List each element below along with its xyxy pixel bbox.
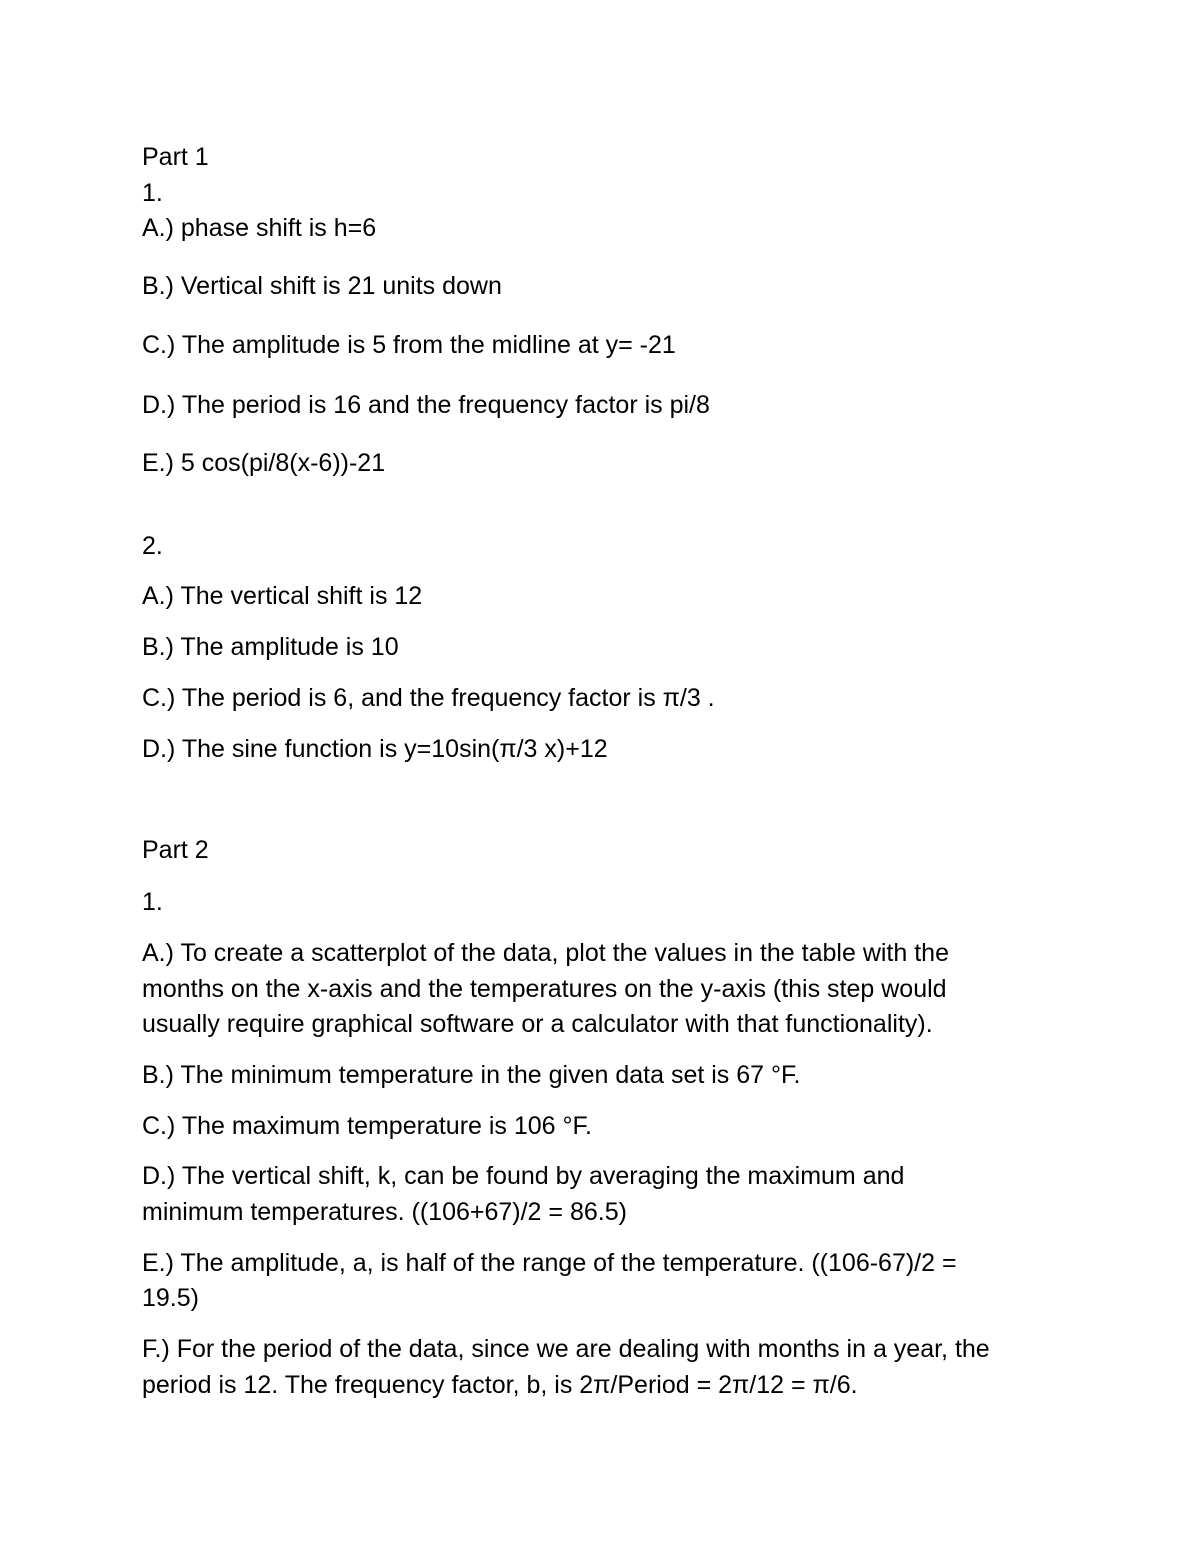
part2-q1-answer-b: B.) The minimum temperature in the given data set is 67 °F.	[142, 1061, 801, 1089]
part1-q2-answer-d: D.) The sine function is y=10sin(π/3 x)+12	[142, 735, 608, 763]
part1-q2-answer-b: B.) The amplitude is 10	[142, 633, 399, 661]
part2-q1-answer-f-line: period is 12. The frequency factor, b, is 2π/Period = 2π/12 = π/6.	[142, 1371, 858, 1399]
part1-q1-answer-e: E.) 5 cos(pi/8(x-6))-21	[142, 449, 386, 477]
part1-q1-answer-a: A.) phase shift is h=6	[142, 214, 377, 242]
part2-q1-answer-a-line: months on the x-axis and the temperatures on the y-axis (this step would	[142, 975, 947, 1003]
part2-q1-number: 1.	[142, 888, 163, 916]
part2-q1-answer-c: C.) The maximum temperature is 106 °F.	[142, 1112, 592, 1140]
part1-q1-number: 1.	[142, 179, 163, 207]
part1-q1-answer-b: B.) Vertical shift is 21 units down	[142, 272, 502, 300]
part2-q1-answer-d-line: D.) The vertical shift, k, can be found by averaging the maximum and	[142, 1162, 905, 1190]
part1-q1-answer-c: C.) The amplitude is 5 from the midline at y= -21	[142, 331, 676, 359]
part2-q1-answer-a-line: A.) To create a scatterplot of the data, plot the values in the table with the	[142, 939, 949, 967]
part1-q1-answer-d: D.) The period is 16 and the frequency factor is pi/8	[142, 391, 710, 419]
part2-q1-answer-d-line: minimum temperatures. ((106+67)/2 = 86.5)	[142, 1198, 627, 1226]
part2-q1-answer-e-line: 19.5)	[142, 1284, 199, 1312]
part1-heading: Part 1	[142, 143, 209, 171]
part2-q1-answer-a-line: usually require graphical software or a calculator with that functionality).	[142, 1010, 933, 1038]
part2-q1-answer-e-line: E.) The amplitude, a, is half of the range of the temperature. ((106-67)/2 =	[142, 1249, 957, 1277]
part1-q2-answer-a: A.) The vertical shift is 12	[142, 582, 423, 610]
part2-heading: Part 2	[142, 836, 209, 864]
part2-q1-answer-f-line: F.) For the period of the data, since we are dealing with months in a year, the	[142, 1335, 990, 1363]
part1-q2-answer-c: C.) The period is 6, and the frequency factor is π/3 .	[142, 684, 715, 712]
part1-q2-number: 2.	[142, 532, 163, 560]
